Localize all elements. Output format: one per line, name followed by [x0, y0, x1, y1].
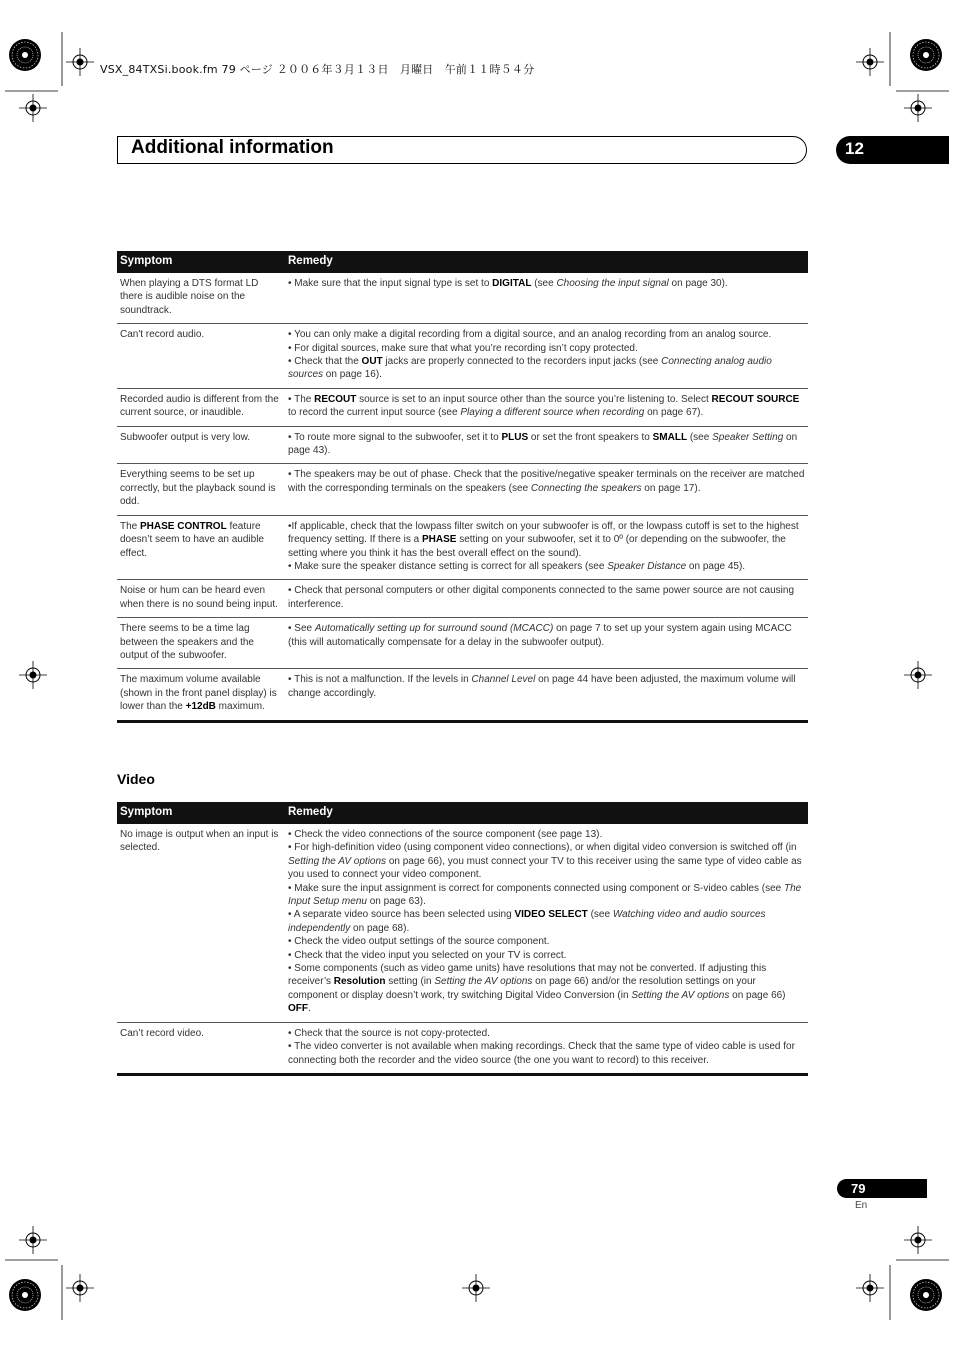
text-run: on page 7 to set up your system again using MCACC (this will automatically compensate for a delay in the subwoofer output). [288, 623, 792, 648]
text-run: RECOUT [314, 393, 357, 405]
text-run: setting (in [385, 976, 435, 988]
text-run: • The [288, 393, 315, 405]
text-run: (see [587, 909, 613, 921]
text-run: There seems to be a time lag between the speakers and the output of the subwoofer. [120, 623, 254, 661]
remedy-column-header: Remedy [285, 251, 808, 273]
text-run: Setting the AV options [631, 989, 730, 1001]
text-run: (see [687, 431, 713, 443]
remedy-item [288, 1040, 805, 1067]
text-run: Playing a different source when recording [460, 407, 645, 419]
text-run: •If applicable, check that the lowpass filter switch on your subwoofer is off, or the lowpass cutoff is set to the highest frequency setting. If there is a [288, 520, 799, 546]
symptom-cell [117, 426, 285, 464]
symptom-cell [117, 464, 285, 515]
text-run: maximum. [215, 701, 265, 713]
text-run: Connecting analog audio sources [288, 356, 772, 381]
remedy-item [288, 828, 805, 841]
symptom-column-header: Symptom [117, 802, 285, 824]
text-run: feature doesn’t seem to have an audible effect. [120, 520, 264, 559]
text-run: When playing a DTS format LD there is audible noise on the soundtrack. [120, 278, 259, 316]
language-code: En [855, 1200, 868, 1211]
chapter-number: 12 [845, 139, 864, 158]
table-row [117, 824, 808, 1022]
text-run: • The speakers may be out of phase. Check that the positive/negative speaker terminals on the receiver are matched with the corresponding terminals on the speakers (see [288, 469, 805, 494]
audio-table-body [117, 273, 808, 721]
text-run: • For digital sources, make sure that what you’re recording isn’t copy protected. [288, 342, 638, 354]
remedy-cell [285, 580, 808, 618]
text-run: or set the front speakers to [528, 431, 653, 443]
text-run: on page 67). [644, 407, 704, 419]
text-run: on page 16). [323, 369, 382, 381]
text-run: • Check that the [288, 356, 362, 368]
text-run: • A separate video source has been selected using [288, 909, 515, 921]
text-run: (see [531, 278, 557, 289]
video-table-body [117, 824, 808, 1074]
text-run: on page 68). [350, 922, 410, 934]
text-run: Resolution [333, 976, 386, 988]
text-run: on page 43). [288, 431, 798, 457]
text-run: Recorded audio is different from the current source, or inaudible. [120, 393, 279, 419]
remedy-column-header: Remedy [285, 802, 808, 824]
text-run: on page 45). [686, 560, 746, 572]
remedy-cell [285, 273, 808, 324]
text-run: PHASE CONTROL [140, 520, 227, 532]
text-run: No image is output when an input is selected. [120, 829, 279, 854]
remedy-item [288, 560, 805, 573]
table-row [117, 388, 808, 426]
remedy-item [288, 908, 805, 935]
symptom-cell [117, 273, 285, 324]
remedy-item [288, 882, 805, 909]
table-row [117, 515, 808, 580]
text-run: • See [288, 623, 315, 635]
text-run: • Make sure the speaker distance setting is correct for all speakers (see [288, 560, 608, 572]
remedy-item [288, 328, 805, 341]
text-run: +12dB [185, 701, 216, 713]
page-number: 79 [851, 1181, 866, 1196]
symptom-cell [117, 669, 285, 721]
text-run: OFF [288, 1003, 308, 1015]
table-row [117, 273, 808, 324]
video-section-heading: Video [117, 771, 155, 787]
page-title: Additional information [131, 137, 334, 158]
text-run: Can’t record video. [120, 1027, 204, 1039]
text-run: OUT [361, 356, 383, 368]
table-row [117, 426, 808, 464]
text-run: Setting the AV options [288, 855, 387, 867]
text-run: • This is not a malfunction. If the levels in [288, 674, 472, 686]
table-row [117, 580, 808, 618]
text-run: Speaker Distance [607, 560, 687, 572]
remedy-cell [285, 515, 808, 580]
remedy-cell [285, 426, 808, 464]
remedy-item [288, 468, 805, 495]
text-run: . [308, 1003, 311, 1015]
remedy-cell [285, 324, 808, 389]
text-run: • For high-definition video (using component video connections), or when digital video conversion is switched off (in [288, 842, 797, 854]
remedy-cell [285, 618, 808, 669]
text-run: • Some components (such as video game units) have resolutions that may not be converted. If adjusting this receiver’s [288, 963, 767, 988]
remedy-item [288, 342, 805, 355]
text-run: Setting the AV options [434, 976, 533, 988]
symptom-cell [117, 824, 285, 1022]
text-run: DIGITAL [492, 278, 532, 289]
text-run: on page 44 have been adjusted, the maximum volume will change accordingly. [288, 674, 796, 699]
text-run: Noise or hum can be heard even when there is no sound being input. [120, 585, 278, 610]
remedy-item [288, 962, 805, 1016]
remedy-item [288, 355, 805, 382]
remedy-item [288, 393, 805, 420]
table-row [117, 669, 808, 721]
text-run: • The video converter is not available when making recordings. Check that the same type of video cable is used for connecting both the recorder and the video source (the one you want to record) to this receiver. [288, 1041, 795, 1066]
text-run: on page 66) [729, 989, 786, 1001]
remedy-item [288, 622, 805, 649]
remedy-item [288, 1027, 805, 1040]
text-run: on page 63). [366, 896, 426, 908]
text-run: source is set to an input source other than the source you’re listening to. Select [356, 393, 712, 405]
text-run: Connecting the speakers [530, 482, 642, 494]
remedy-cell [285, 388, 808, 426]
text-run: • Check that personal computers or other digital components connected to the same power source are not causing interference. [288, 585, 795, 610]
remedy-item [288, 841, 805, 881]
text-run: • You can only make a digital recording from a digital source, and an analog recording from an analog source. [288, 329, 772, 341]
symptom-cell [117, 1022, 285, 1074]
text-run: • Make sure that the input signal type is set to [288, 278, 493, 289]
text-run: The [120, 520, 141, 532]
table-row [117, 324, 808, 389]
remedy-item [288, 935, 805, 948]
text-run: • Check that the source is not copy-protected. [288, 1027, 490, 1039]
table-row [117, 1022, 808, 1074]
text-run: Automatically setting up for surround sound (MCACC) [314, 623, 554, 635]
remedy-cell [285, 1022, 808, 1074]
table-row [117, 464, 808, 515]
remedy-item [288, 520, 805, 560]
book-file-header: VSX_84TXSi.book.fm 79 ページ ２００６年３月１３日 月曜日 午前１１時５４分 [100, 63, 535, 76]
text-run: • To route more signal to the subwoofer, set it to [288, 431, 502, 443]
text-run: • Check that the video input you selected on your TV is correct. [288, 949, 567, 961]
symptom-cell [117, 324, 285, 389]
text-run: Subwoofer output is very low. [120, 431, 251, 443]
text-run: setting on your subwoofer, set it to 0º (or depending on the subwoofer, the setting where you think it has the best overall effect on the sound). [288, 534, 786, 559]
text-run: VIDEO SELECT [514, 909, 588, 921]
symptom-cell [117, 580, 285, 618]
text-run: PHASE [421, 534, 457, 546]
remedy-item [288, 584, 805, 611]
remedy-cell [285, 669, 808, 721]
remedy-item [288, 277, 805, 290]
text-run: The maximum volume available (shown in the front panel display) is lower than the [120, 674, 277, 713]
text-run: Choosing the input signal [556, 278, 669, 289]
remedy-item [288, 673, 805, 700]
text-run: Channel Level [471, 674, 536, 686]
text-run: jacks are properly connected to the recorders input jacks (see [382, 356, 662, 368]
text-run: on page 30). [668, 278, 728, 289]
remedy-cell [285, 464, 808, 515]
text-run: Speaker Setting [712, 431, 784, 443]
symptom-cell [117, 388, 285, 426]
text-run: SMALL [652, 431, 688, 443]
symptom-cell [117, 515, 285, 580]
text-run: on page 66), you must connect your TV to this receiver using the same type of video cable as you used to connect your video component. [288, 855, 802, 881]
remedy-item [288, 949, 805, 962]
audio-troubleshooting-table [117, 251, 808, 723]
video-troubleshooting-table [117, 802, 808, 1076]
text-run: to record the current input source (see [288, 407, 461, 419]
table-header-row [117, 251, 808, 273]
text-run: RECOUT SOURCE [711, 393, 800, 405]
text-run: Can't record audio. [120, 329, 205, 341]
table-row [117, 618, 808, 669]
text-run: on page 17). [641, 482, 701, 494]
text-run: Watching video and audio sources independently [288, 909, 766, 934]
remedy-cell [285, 824, 808, 1022]
remedy-item [288, 431, 805, 458]
text-run: Everything seems to be set up correctly, but the playback sound is odd. [120, 469, 276, 508]
table-header-row [117, 802, 808, 824]
text-run: PLUS [501, 431, 529, 443]
symptom-cell [117, 618, 285, 669]
text-run: • Make sure the input assignment is correct for components connected using component or S-video cables (see [288, 882, 784, 894]
text-run: • Check the video connections of the source component (see page 13). [288, 829, 603, 840]
text-run: • Check the video output settings of the source component. [288, 936, 550, 948]
text-run: on page 66) and/or the resolution settings on your component or display doesn’t work, try switching Digital Video Conversion (in [288, 976, 756, 1001]
symptom-column-header: Symptom [117, 251, 285, 273]
text-run: The Input Setup menu [288, 882, 802, 908]
